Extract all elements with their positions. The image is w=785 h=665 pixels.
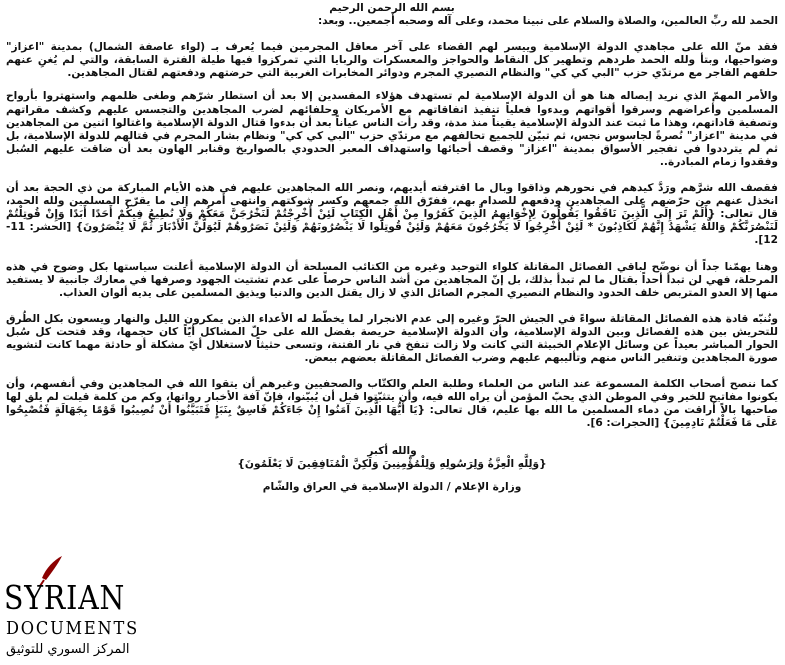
closing-block [6,445,778,494]
closing-takbir: والله أكبر [367,444,417,457]
paragraph-4: وهنا يهمّنا جداً أن نوضّح لباقي الفصائل المقاتلة كلواء التوحيد وغيره من الكتائب المسلحة أن الدولة الإسلامية أعلنت سياستها بكل وضوح في هذه المرحلة، فهي لن تبدأ أحداً بقتال ما لم تبدأ بذلك، بل إنّ المجاهدين من أشد الناس حرصاً على عدم تشتيت الجهود وصرفها في معارك جانبية لا يستفيد منها إلا العدو المتربص خلف الحدود والنظام النصيري المجرم الصائل الذي لا زال يقتل الدين والدنيا ويذيق المسلمين على يديه ألوان العذاب. [6,260,778,299]
signature: وزارة الإعلام / الدولة الإسلامية في العراق والشّام [262,480,522,493]
document-body [6,2,778,494]
closing-verse: {وَلِلَّهِ الْعِزَّةُ وَلِرَسُولِهِ وَلِلْمُؤْمِنِينَ وَلَكِنَّ الْمُنَافِقِينَ لَا يَعْلَمُونَ} [237,457,547,470]
paragraph-2: والأمر المهمّ الذي نريد إيصاله هنا هو أن الدولة الإسلامية لم تستهدف هؤلاء المفسدين إلا بعد أن استطار شرّهم وطغى ظلمهم واستهتروا بأرواح المسلمين وأعراضهم وسرقوا أقواتهم وبدءوا فعلياً تنفيذ اتفاقاتهم مع الأمريكان وحلفائهم لضرب المجاهدين والتجسس عليهم وكشف مقراتهم وتصفية قاداتهم، وهذا ما ثبت عند الدولة الإسلامية يقيناً منذ مدة، وقد رأت الناس عياناً بعد أن بدءوا قتال الدولة الإسلامية واغتالوا اثنين من المجاهدين في مدينة "اعزاز" نُصرةً لجاسوس نجس، ثم تبيّن للجميع تحالفهم مع مرتدّي حزب "البي كي كي" ونظام بشار المجرم في قتالهم للدولة الإسلامية، بل ثم لم يترددوا في تفجير الأسواق بمدينة "اعزاز" وقصف أحيائها واستهداف المعبر الحدودي بالصواريخ وقنابر الهاون بعد أن ضاقت عليهم السُبل وفقدوا زمام المبادرة.. [6,90,778,168]
watermark-title: SYRIAN [4,578,126,617]
syrian-documents-watermark [2,556,152,664]
basmala: بسم الله الرحمن الرحيم [329,2,455,14]
paragraph-3: فقصف الله شرَّهم ورَدَّ كيدهم في نحورهم وذاقوا وبال ما اقترفته أيديهم، ونصر الله المجاهدين عليهم في هذه الأيام المباركة من ذي الحجة بعد أن انخذل عنهم من حرّضهم على المجاهدين ودفعهم للصدام بهم، ففرّق الله جمعهم وكسر شوكتهم وانتهى أمرهم إلى ما يقرّح المسلمين ولله الحمد، قال تعالى: {أَلَمْ تَرَ إِلَى الَّذِينَ نَافَقُوا يَقُولُونَ لِإِخْوَانِهِمُ الَّذِينَ كَفَرُوا مِنْ أَهْلِ الْكِتَابِ لَئِنْ أُخْرِجْتُمْ لَنَخْرُجَنَّ مَعَكُمْ وَلَا نُطِيعُ فِيكُمْ أَحَدًا أَبَدًا وَإِنْ قُوتِلْتُمْ لَنَنْصُرَنَّكُمْ وَاللَّهُ يَشْهَدُ إِنَّهُمْ لَكَاذِبُونَ * لَئِنْ أُخْرِجُوا لَا يَخْرُجُونَ مَعَهُمْ وَلَئِنْ قُوتِلُوا لَا يَنْصُرُونَهُمْ وَلَئِنْ نَصَرُوهُمْ لَيُوَلُّنَّ الْأَدْبَارَ ثُمَّ لَا يُنْصَرُونَ} [الحشر: 11-12]. [6,182,778,247]
paragraph-5: ونُنبّه قادة هذه الفصائل المقاتلة سواءً في الجيش الحرّ وغيره إلى عدم الانجرار لما يخطّط له الأعداء الذين يمكرون الليل والنهار ويسعون بكل الطُرق للتحريش بين هذه الفصائل وبين الدولة الإسلامية، وأن الدولة الإسلامية حريصة بفضل الله على حلّ المشاكل أيّاً كان حجمها، وقد فتحت كل سُبل الحوار المباشر بعيداً عن وسائل الإعلام الخبيثة التي كانت ولا زالت تنفخ في نار الفتنة، وتسعى حثيثاً لاستغلال أيّ مشكلة أو حادثة مهما كانت لتشويه صورة المجاهدين وتنفير الناس منهم وتأليبهم عليهم وضرب الفصائل المقاتلة بعضهم ببعض. [6,312,778,365]
paragraph-6: كما ننصح أصحاب الكلمة المسموعة عند الناس من العلماء وطلبة العلم والكتّاب والصحفيين وغيرهم أن يتقوا الله في المجاهدين وفي أنفسهم، وأن يكونوا مفاتيح للخير وفي الموطن الذي يحبّ المؤمن أن يراه الله فيه، وأن يتثبّتوا قبل أن يُبيّنوا، فإنّ آفة الأخبار رواتها، وكم من كلمة قيلت لم يلق لها صاحبها بالاً أراقت من دماء المسلمين ما الله بها عليم، قال تعالى: {يَا أَيُّهَا الَّذِينَ آمَنُوا إِنْ جَاءَكُمْ فَاسِقٌ بِنَبَإٍ فَتَبَيَّنُوا أَنْ تُصِيبُوا قَوْمًا بِجَهَالَةٍ فَتُصْبِحُوا عَلَى مَا فَعَلْتُمْ نَادِمِينَ} [الحجرات: 6]. [6,378,778,430]
watermark-subtitle: DOCUMENTS [6,618,140,639]
paragraph-1: فقد منّ الله على مجاهدي الدولة الإسلامية وييسر لهم القضاء على آخر معاقل المجرمين فيما يُعرف بـ (لواء عاصفة الشمال) بمدينة "اعزاز" وضواحيها، وبتأ ولله الحمد طردهم وتطهير كل النقاط والحواجز والمعسكرات والربايا التي تمركزوا فيها طيلة الفترة السابقة، والتي لم يُغنِ عنهم حلفهم الفاجر مع مرتدّي حزب "البي كي كي" والنظام النصيري المجرم ودوائر المخابرات الغربية التي حرضتهم ودفعتهم لقتال المجاهدين. [6,41,778,80]
greeting: الحمد لله ربِّ العالمين، والصلاة والسلام على نبينا محمد، وعلى آله وصحبه أجمعين.. وبعد: [317,15,778,28]
watermark-arabic: المركز السوري للتوثيق [6,642,130,657]
